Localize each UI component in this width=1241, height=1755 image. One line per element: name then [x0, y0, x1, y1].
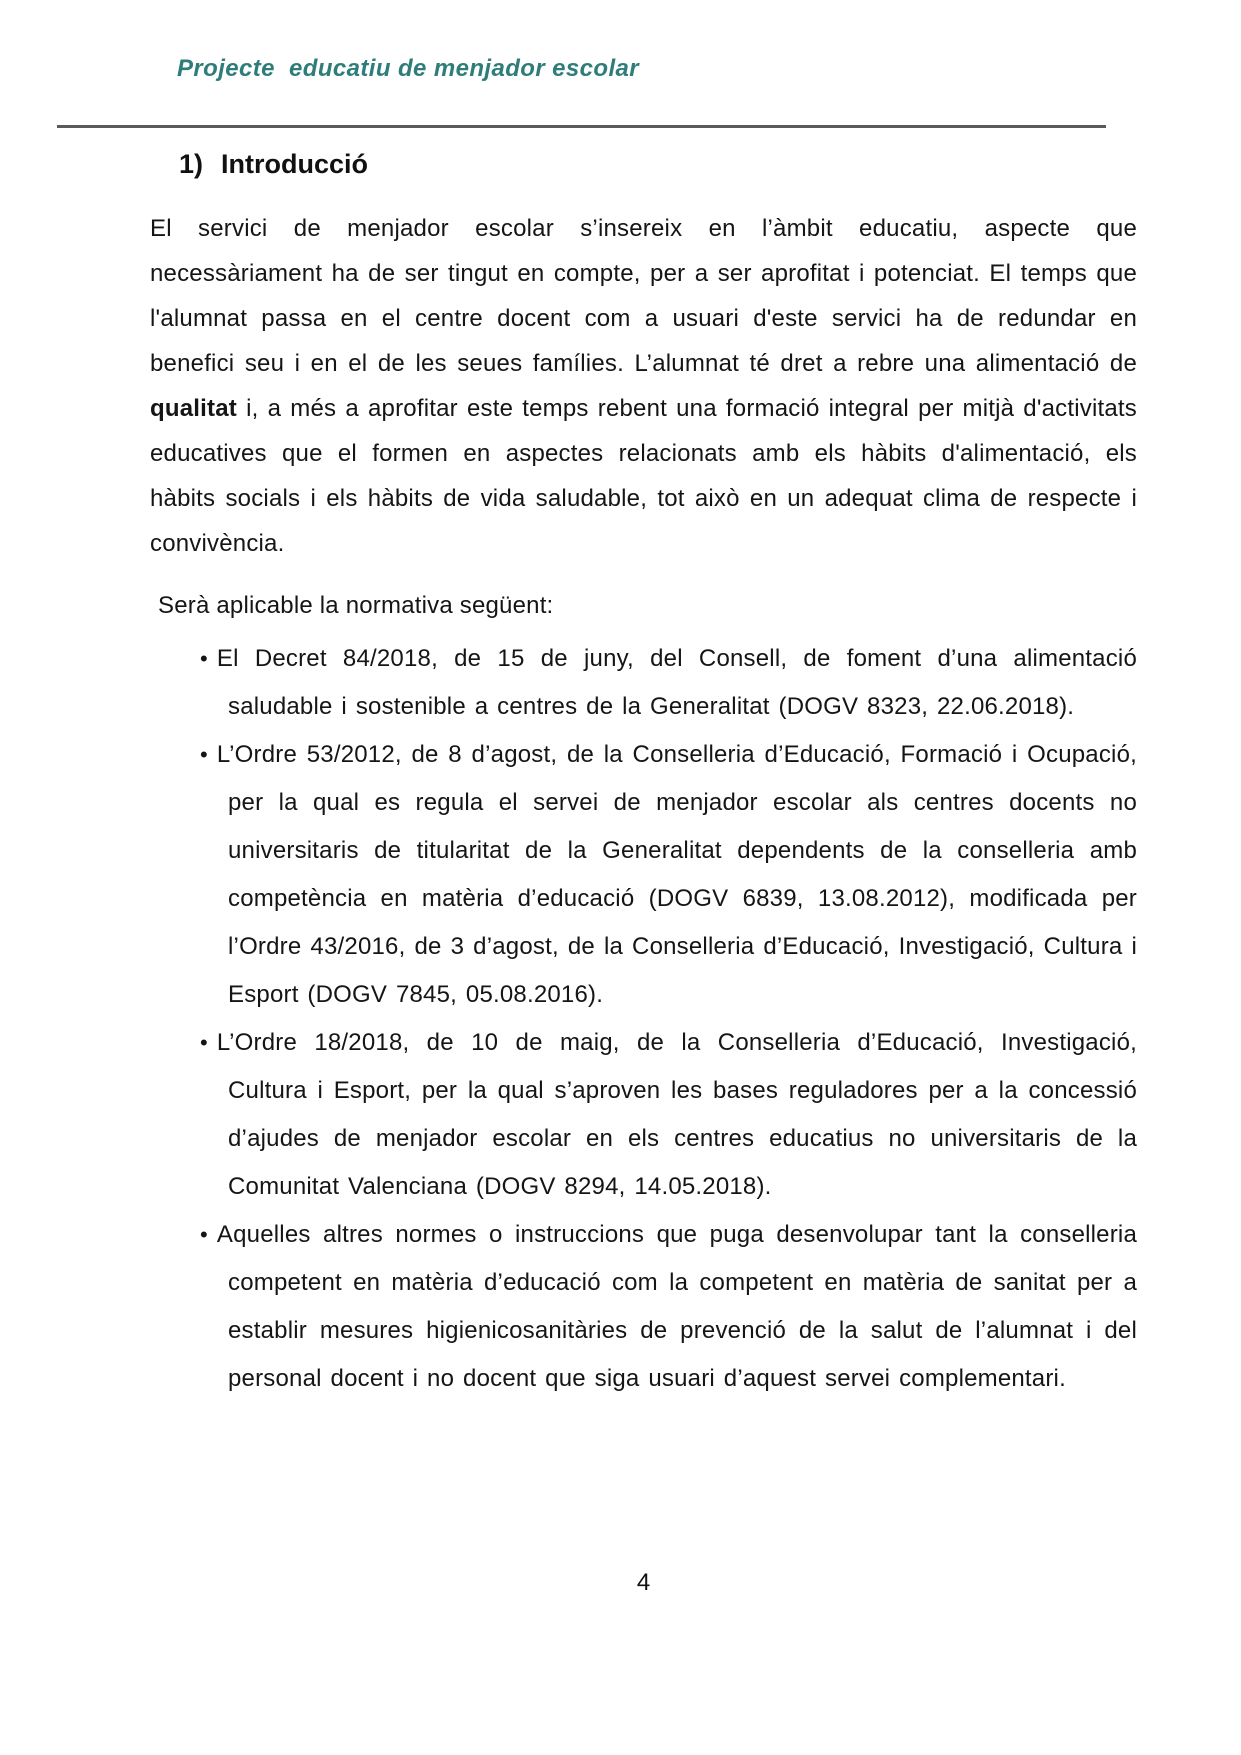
list-item — [150, 635, 1137, 731]
intro-text-after: i, a més a aprofitar este temps rebent una formació integral per mitjà d'activitats educatives que el formen en aspectes relacionats amb els hàbits d'alimentació, els hàbits socials i els hàbits de vida saludable, tot això en un adequat clima de respecte i convivència. — [150, 395, 1137, 557]
intro-paragraph — [150, 206, 1137, 566]
bullet-icon: • — [200, 646, 208, 671]
normativa-lead: Serà aplicable la normativa següent: — [158, 592, 554, 619]
section-number: 1) — [179, 149, 204, 179]
list-item-text: L’Ordre 53/2012, de 8 d’agost, de la Conselleria d’Educació, Formació i Ocupació, per la qual es regula el servei de menjador escolar als centres docents no universitaris de titularitat de la Generalitat dependents de la conselleria amb competència en matèria d’educació (DOGV 6839, 13.08.2012), modificada per l’Ordre 43/2016, de 3 d’agost, de la Conselleria d’Educació, Investigació, Cultura i Esport (DOGV 7845, 05.08.2016). — [216, 741, 1137, 1008]
header-divider — [57, 125, 1106, 128]
normativa-list — [150, 635, 1137, 1403]
list-item-text: Aquelles altres normes o instruccions que puga desenvolupar tant la conselleria competent en matèria d’educació com la competent en matèria de sanitat per a establir mesures higienicosanitàries de prevenció de la salut de l’alumnat i del personal docent i no docent que siga usuari d’aquest servei complementari. — [216, 1221, 1137, 1392]
bullet-icon: • — [200, 1030, 208, 1055]
document-header-title: Projecte educatiu de menjador escolar — [177, 55, 640, 82]
intro-text-before: El servici de menjador escolar s’insereix en l’àmbit educatiu, aspecte que necessàriament ha de ser tingut en compte, per a ser aprofitat i potenciat. El temps que l'alumnat passa en el centre docent com a usuari d'este servici ha de redundar en benefici seu i en el de les seues famílies. L’alumnat té dret a rebre una alimentació de — [150, 215, 1137, 377]
list-item-text: L’Ordre 18/2018, de 10 de maig, de la Conselleria d’Educació, Investigació, Cultura i Esport, per la qual s’aproven les bases reguladores per a la concessió d’ajudes de menjador escolar en els centres educatius no universitaris de la Comunitat Valenciana (DOGV 8294, 14.05.2018). — [216, 1029, 1137, 1200]
bullet-icon: • — [200, 1222, 208, 1247]
intro-bold-word: qualitat — [150, 395, 237, 422]
page-number: 4 — [636, 1569, 651, 1596]
list-item — [150, 1019, 1137, 1211]
page-content — [150, 138, 1137, 1598]
list-item-text: El Decret 84/2018, de 15 de juny, del Consell, de foment d’una alimentació saludable i sostenible a centres de la Generalitat (DOGV 8323, 22.06.2018). — [216, 645, 1137, 720]
bullet-icon: • — [200, 742, 208, 767]
section-title: Introducció — [221, 149, 369, 179]
list-item — [150, 1211, 1137, 1403]
section-heading — [179, 146, 1137, 182]
list-item — [150, 731, 1137, 1019]
